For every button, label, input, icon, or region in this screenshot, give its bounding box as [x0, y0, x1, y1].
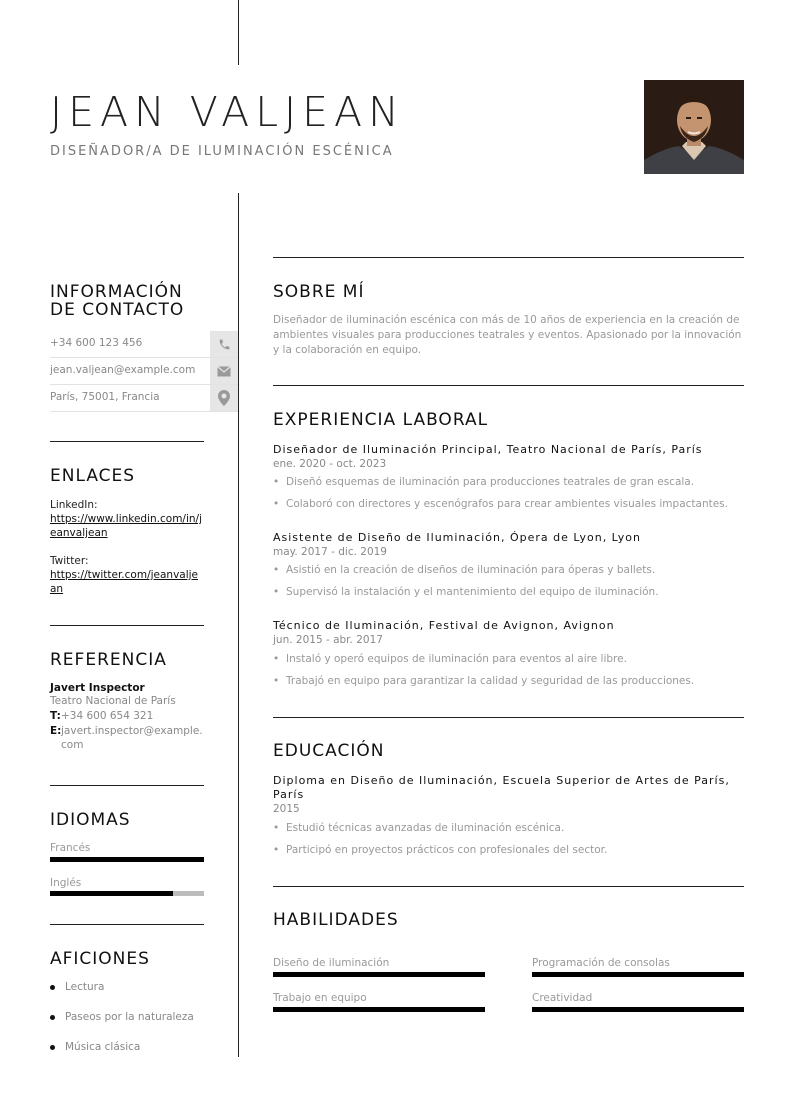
- about-section-title: SOBRE MÍ: [273, 282, 365, 302]
- contact-address-row: [50, 385, 238, 412]
- job-bullet: • Diseñó esquemas de iluminación para producciones teatrales de gran escala.: [273, 476, 695, 488]
- language-level-bar: [50, 891, 204, 896]
- link-label-linkedin: LinkedIn:: [50, 499, 98, 511]
- languages-section-title: IDIOMAS: [50, 810, 131, 830]
- profile-photo: [644, 80, 744, 174]
- bullet-icon: •: [273, 476, 280, 488]
- skill-level-bar: [532, 972, 744, 977]
- envelope-icon: [210, 358, 238, 384]
- phone-icon: [210, 331, 238, 357]
- job-bullet: • Trabajó en equipo para garantizar la calidad y seguridad de las producciones.: [273, 675, 695, 687]
- sidebar-divider: [50, 441, 204, 442]
- links-section-title: ENLACES: [50, 466, 136, 486]
- reference-phone[interactable]: +34 600 654 321: [61, 710, 154, 722]
- job-bullet: • Supervisó la instalación y el mantenimiento del equipo de iluminación.: [273, 586, 659, 598]
- contact-address: París, 75001, Francia: [50, 391, 160, 403]
- bullet-dot-icon: [50, 985, 55, 990]
- education-section-title: EDUCACIÓN: [273, 741, 385, 761]
- section-divider: [273, 257, 744, 258]
- bullet-dot-icon: [50, 1015, 55, 1020]
- sidebar-divider: [50, 785, 204, 786]
- reference-email-line: [50, 724, 204, 752]
- job-date: jun. 2015 - abr. 2017: [273, 634, 383, 646]
- section-divider: [273, 886, 744, 887]
- bullet-dot-icon: [50, 1045, 55, 1050]
- bullet-icon: •: [273, 675, 280, 687]
- job-bullet: • Asistió en la creación de diseños de iluminación para óperas y ballets.: [273, 564, 656, 576]
- skill-name: Programación de consolas: [532, 957, 670, 969]
- contact-email[interactable]: jean.valjean@example.com: [50, 364, 196, 376]
- job-bullet: • Instaló y operó equipos de iluminación para eventos al aire libre.: [273, 653, 627, 665]
- reference-phone-line: [50, 709, 204, 723]
- education-bullet: • Participó en proyectos prácticos con profesionales del sector.: [273, 844, 608, 856]
- reference-name: Javert Inspector: [50, 682, 145, 694]
- contact-phone-row: [50, 331, 238, 358]
- skill-name: Diseño de iluminación: [273, 957, 390, 969]
- skills-section-title: HABILIDADES: [273, 910, 399, 930]
- degree-year: 2015: [273, 803, 300, 815]
- map-pin-icon: [210, 385, 238, 411]
- bullet-icon: •: [273, 498, 280, 510]
- reference-email-key: E:: [50, 725, 62, 737]
- language-level-fill: [50, 891, 173, 896]
- job-subtitle: DISEÑADOR/A DE ILUMINACIÓN ESCÉNICA: [50, 144, 394, 159]
- section-divider: [273, 385, 744, 386]
- language-level-bar: [50, 857, 204, 862]
- job-title: Técnico de Iluminación, Festival de Avignon, Avignon: [273, 619, 615, 632]
- job-title: Diseñador de Iluminación Principal, Teatro Nacional de París, París: [273, 443, 703, 456]
- job-bullet: • Colaboró con directores y escenógrafos para crear ambientes visuales impactantes.: [273, 498, 728, 510]
- top-divider-line: [238, 0, 239, 65]
- skill-level-bar: [273, 1007, 485, 1012]
- skill-level-bar: [273, 972, 485, 977]
- link-twitter[interactable]: https://twitter.com/jeanvaljean: [50, 569, 199, 595]
- experience-section-title: EXPERIENCIA LABORAL: [273, 410, 489, 430]
- language-name: Inglés: [50, 877, 82, 889]
- reference-block: [50, 682, 204, 752]
- job-date: may. 2017 - dic. 2019: [273, 546, 387, 558]
- link-linkedin[interactable]: https://www.linkedin.com/in/jeanvaljean: [50, 513, 202, 539]
- links-list: [50, 498, 204, 596]
- reference-section-title: REFERENCIA: [50, 650, 167, 670]
- bullet-icon: •: [273, 653, 280, 665]
- hobby-item: Música clásica: [50, 1041, 140, 1053]
- reference-org: Teatro Nacional de París: [50, 695, 176, 707]
- hobby-item: Lectura: [50, 981, 104, 993]
- reference-email[interactable]: javert.inspector@example.com: [61, 725, 203, 751]
- contact-email-row: [50, 358, 238, 385]
- full-name: JEAN VALJEAN: [50, 88, 405, 136]
- reference-phone-key: T:: [50, 710, 61, 722]
- language-name: Francés: [50, 842, 91, 854]
- job-date: ene. 2020 - oct. 2023: [273, 458, 387, 470]
- sidebar-divider: [50, 625, 204, 626]
- skill-name: Trabajo en equipo: [273, 992, 367, 1004]
- bullet-icon: •: [273, 844, 280, 856]
- job-title: Asistente de Diseño de Iluminación, Ópera de Lyon, Lyon: [273, 531, 642, 544]
- hobbies-section-title: AFICIONES: [50, 949, 150, 969]
- sidebar-divider: [50, 924, 204, 925]
- section-divider: [273, 717, 744, 718]
- link-label-twitter: Twitter:: [50, 555, 89, 567]
- contact-section-title: INFORMACIÓN DE CONTACTO: [50, 282, 185, 320]
- contact-phone[interactable]: +34 600 123 456: [50, 337, 143, 349]
- hobby-item: Paseos por la naturaleza: [50, 1011, 194, 1023]
- about-text: Diseñador de iluminación escénica con más de 10 años de experiencia en la creación de ambientes visuales para producciones teatrales y eventos. Apasionado por la innovación y la colaboración en equipo.: [273, 314, 742, 356]
- skill-name: Creatividad: [532, 992, 593, 1004]
- degree-title: Diploma en Diseño de Iluminación, Escuela Superior de Artes de París, París: [273, 774, 730, 801]
- column-divider-line: [238, 193, 239, 1057]
- education-bullet: • Estudió técnicas avanzadas de iluminación escénica.: [273, 822, 565, 834]
- bullet-icon: •: [273, 564, 280, 576]
- skill-level-bar: [532, 1007, 744, 1012]
- bullet-icon: •: [273, 822, 280, 834]
- language-level-fill: [50, 857, 204, 862]
- bullet-icon: •: [273, 586, 280, 598]
